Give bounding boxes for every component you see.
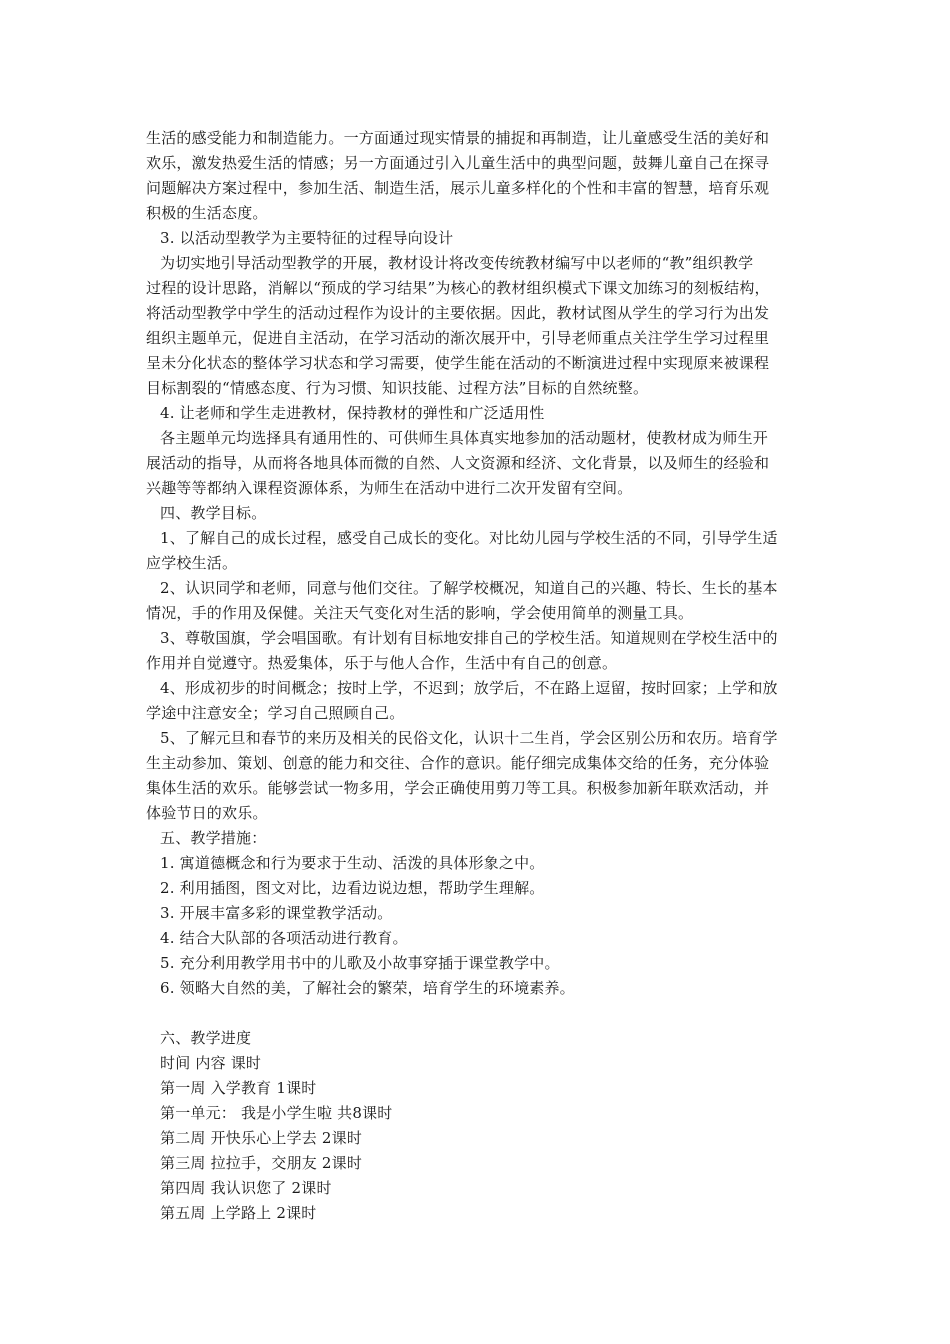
text-line: 5. 充分利用教学用书中的儿歌及小故事穿插于课堂教学中。 bbox=[160, 954, 560, 972]
text-line: 第五周 上学路上 2课时 bbox=[160, 1204, 317, 1222]
text-line: 各主题单元均选择具有通用性的、可供师生具体真实地参加的活动题材，使教材成为师生开 bbox=[160, 429, 769, 447]
text-line: 六、教学进度 bbox=[160, 1029, 252, 1047]
text-line: 呈未分化状态的整体学习状态和学习需要，使学生能在活动的不断演进过程中实现原来被课程 bbox=[146, 354, 770, 372]
text-line: 四、教学目标。 bbox=[160, 504, 267, 522]
text-line: 第二周 开快乐心上学去 2课时 bbox=[160, 1129, 363, 1147]
text-line: 3. 以活动型教学为主要特征的过程导向设计 bbox=[160, 229, 454, 247]
text-line: 积极的生活态度。 bbox=[146, 204, 268, 222]
document-body bbox=[146, 126, 810, 1226]
text-line: 兴趣等等都纳入课程资源体系，为师生在活动中进行二次开发留有空间。 bbox=[146, 479, 633, 497]
text-line: 3. 开展丰富多彩的课堂教学活动。 bbox=[160, 904, 393, 922]
text-line: 展活动的指导，从而将各地具体而微的自然、人文资源和经济、文化背景，以及师生的经验和 bbox=[146, 454, 770, 472]
text-line: 生主动参加、策划、创意的能力和交往、合作的意识。能仔细完成集体交给的任务，充分体验 bbox=[146, 754, 770, 772]
text-line: 第三周 拉拉手，交朋友 2课时 bbox=[160, 1154, 363, 1172]
text-line: 时间 内容 课时 bbox=[160, 1054, 262, 1072]
text-line: 问题解决方案过程中，参加生活、制造生活，展示儿童多样化的个性和丰富的智慧，培育乐观 bbox=[146, 179, 770, 197]
text-line: 第一周 入学教育 1课时 bbox=[160, 1079, 317, 1097]
text-line: 3、尊敬国旗，学会唱国歌。有计划有目标地安排自己的学校生活。知道规则在学校生活中的 bbox=[160, 629, 778, 647]
text-line: 第四周 我认识您了 2课时 bbox=[160, 1179, 332, 1197]
text-line: 1. 寓道德概念和行为要求于生动、活泼的具体形象之中。 bbox=[160, 854, 545, 872]
text-line: 情况，手的作用及保健。关注天气变化对生活的影响，学会使用简单的测量工具。 bbox=[146, 604, 694, 622]
text-line: 为切实地引导活动型教学的开展，教材设计将改变传统教材编写中以老师的“教”组织教学 bbox=[160, 254, 754, 272]
text-line: 1、了解自己的成长过程，感受自己成长的变化。对比幼儿园与学校生活的不同，引导学生适 bbox=[160, 529, 778, 547]
text-line: 第一单元： 我是小学生啦 共8课时 bbox=[160, 1104, 393, 1122]
text-line: 生活的感受能力和制造能力。一方面通过现实情景的捕捉和再制造，让儿童感受生活的美好和 bbox=[146, 129, 770, 147]
text-line: 4、形成初步的时间概念；按时上学，不迟到；放学后，不在路上逗留，按时回家；上学和放 bbox=[160, 679, 778, 697]
text-line: 组织主题单元，促进自主活动，在学习活动的渐次展开中，引导老师重点关注学生学习过程里 bbox=[146, 329, 770, 347]
text-line: 应学校生活。 bbox=[146, 554, 238, 572]
text-line: 过程的设计思路，消解以“预成的学习结果”为核心的教材组织模式下课文加练习的刻板结构， bbox=[146, 279, 770, 297]
text-line bbox=[146, 1001, 810, 1026]
text-line: 五、教学措施： bbox=[160, 829, 267, 847]
text-line: 2. 利用插图，图文对比，边看边说边想，帮助学生理解。 bbox=[160, 879, 545, 897]
text-line: 2、认识同学和老师，同意与他们交往。了解学校概况，知道自己的兴趣、特长、生长的基本 bbox=[160, 579, 778, 597]
text-line: 目标割裂的“情感态度、行为习惯、知识技能、过程方法”目标的自然统整。 bbox=[146, 379, 649, 397]
text-line: 将活动型教学中学生的活动过程作为设计的主要依据。因此，教材试图从学生的学习行为出发 bbox=[146, 304, 770, 322]
text-line: 集体生活的欢乐。能够尝试一物多用，学会正确使用剪刀等工具。积极参加新年联欢活动，并 bbox=[146, 779, 770, 797]
text-line: 学途中注意安全；学习自己照顾自己。 bbox=[146, 704, 405, 722]
text-line: 体验节日的欢乐。 bbox=[146, 804, 268, 822]
text-line: 欢乐，激发热爱生活的情感；另一方面通过引入儿童生活中的典型问题，鼓舞儿童自己在探寻 bbox=[146, 154, 770, 172]
text-line: 4. 结合大队部的各项活动进行教育。 bbox=[160, 929, 408, 947]
text-line: 4. 让老师和学生走进教材，保持教材的弹性和广泛适用性 bbox=[160, 404, 545, 422]
text-line: 作用并自觉遵守。热爱集体，乐于与他人合作，生活中有自己的创意。 bbox=[146, 654, 618, 672]
text-line: 6. 领略大自然的美，了解社会的繁荣，培育学生的环境素养。 bbox=[160, 979, 575, 997]
text-line: 5、了解元旦和春节的来历及相关的民俗文化，认识十二生肖，学会区别公历和农历。培育学 bbox=[160, 729, 778, 747]
